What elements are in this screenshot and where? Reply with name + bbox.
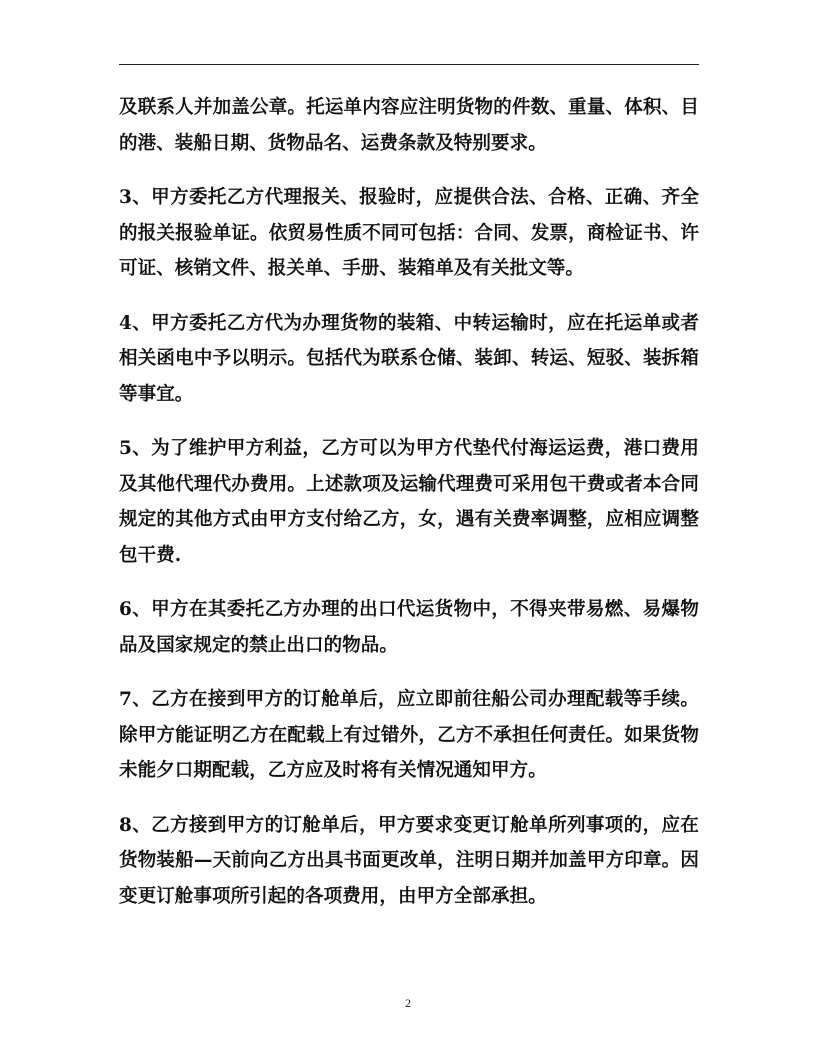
- paragraph-clause-3: 3、甲方委托乙方代理报关、报验时，应提供合法、合格、正确、齐全的报关报验单证。依贸易性质不同可包括：合同、发票，商检证书、许可证、核销文件、报关单、手册、装箱单及有关批文等。: [119, 187, 699, 279]
- paragraph-continuation: 及联系人并加盖公章。托运单内容应注明货物的件数、重量、体积、目的港、装船日期、货物品名、运费条款及特别要求。: [119, 97, 699, 154]
- paragraph-clause-4: 4、甲方委托乙方代为办理货物的装箱、中转运输时，应在托运单或者相关函电中予以明示。包括代为联系仓储、装卸、转运、短驳、装拆箱等事宜。: [119, 312, 699, 405]
- paragraph-clause-8: 8、乙方接到甲方的订舱单后，甲方要求变更订舱单所列事项的，应在货物装船—天前向乙方出具书面更改单，注明日期并加盖甲方印章。因变更订舱事项所引起的各项费用，由甲方全部承担。: [119, 814, 699, 907]
- header-rule: [119, 64, 699, 65]
- paragraph-clause-6: 6、甲方在其委托乙方办理的出口代运货物中，不得夹带易燃、易爆物品及国家规定的禁止出口的物品。: [119, 599, 699, 656]
- document-body: [119, 90, 699, 933]
- paragraph-clause-5: 5、为了维护甲方利益，乙方可以为甲方代垫代付海运运费，港口费用及其他代理代办费用。上述款项及运输代理费可采用包干费或者本合同规定的其他方式由甲方支付给乙方，女，遇有关费率调整，应相应调整包干费.: [119, 438, 699, 566]
- page-number: 2: [405, 996, 411, 1010]
- paragraph-clause-7: 7、乙方在接到甲方的订舱单后，应立即前往船公司办理配载等手续。除甲方能证明乙方在配载上有过错外，乙方不承担任何责任。如果货物未能夕口期配载，乙方应及时将有关情况通知甲方。: [119, 689, 699, 781]
